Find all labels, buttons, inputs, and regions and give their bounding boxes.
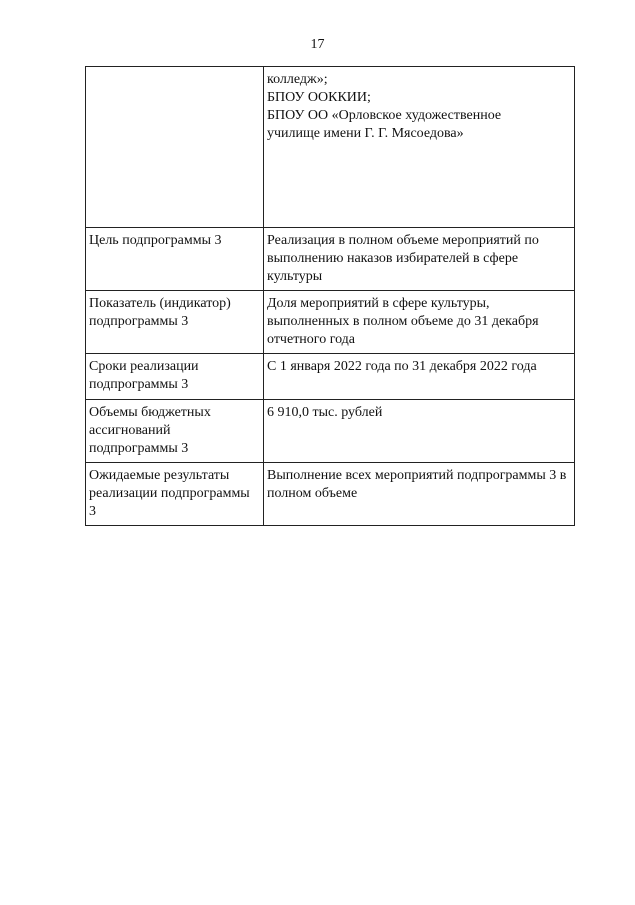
row-label-period: Сроки реализации подпрограммы 3 [86,354,264,400]
table-row [86,67,575,228]
table-row [86,463,575,526]
institution-line: училище имени Г. Г. Мясоедова» [267,126,464,141]
row-value-period: С 1 января 2022 года по 31 декабря 2022 года [264,354,575,400]
row-label-indicator: Показатель (индикатор) подпрограммы 3 [86,291,264,354]
table-row [86,228,575,291]
subprogram-passport-table [85,66,575,526]
table-row [86,291,575,354]
row-value-goal: Реализация в полном объеме мероприятий по выполнению наказов избирателей в сфере культуры [264,228,575,291]
page-number: 17 [310,37,325,52]
table-row [86,354,575,400]
row-label-budget: Объемы бюджетных ассигнований подпрограммы 3 [86,400,264,463]
institution-line: БПОУ ООККИИ; [267,90,371,105]
row-label-goal: Цель подпрограммы 3 [86,228,264,291]
institutions-list-cell [264,67,575,228]
institution-line: колледж»; [267,72,328,87]
row-value-budget: 6 910,0 тыс. рублей [264,400,575,463]
row-value-indicator: Доля мероприятий в сфере культуры, выполненных в полном объеме до 31 декабря отчетного года [264,291,575,354]
table-row [86,400,575,463]
row-label-empty [86,67,264,228]
row-value-expected-results: Выполнение всех мероприятий подпрограммы 3 в полном объеме [264,463,575,526]
institution-line: БПОУ ОО «Орловское художественное [267,108,502,123]
row-label-expected-results: Ожидаемые результаты реализации подпрограммы 3 [86,463,264,526]
